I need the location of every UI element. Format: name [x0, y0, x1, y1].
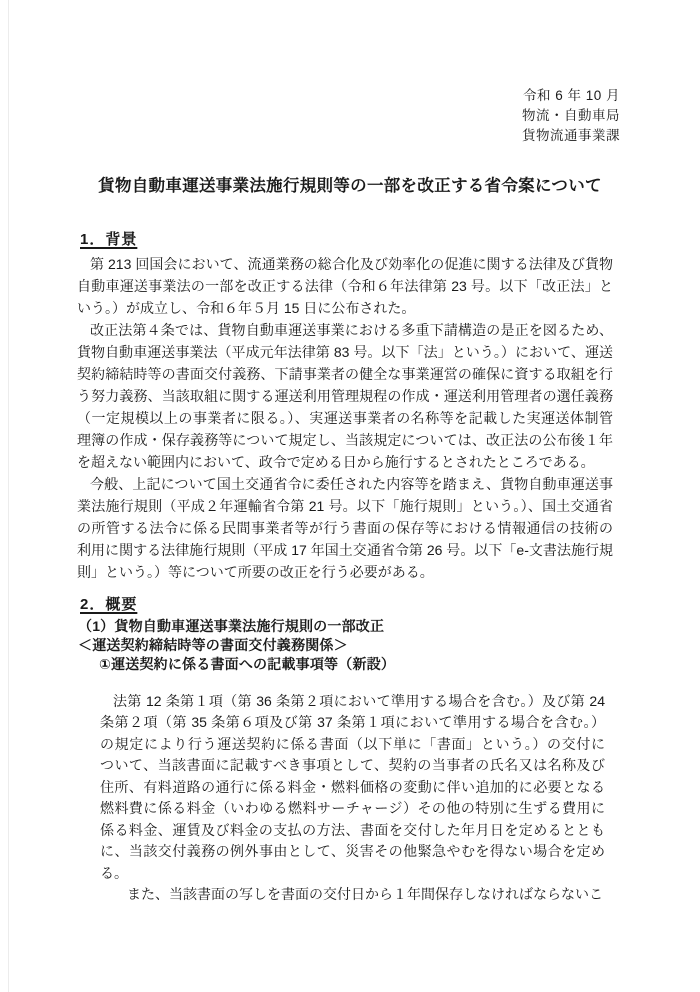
overview-item1-heading: ①運送契約に係る書面への記載事項等（新設） — [99, 656, 396, 672]
section-heading-background-text: 1．背景 — [80, 231, 138, 248]
text-line: 係る料金、運賃及び料金の支払の方法、書面を交付した年月日を定めるととも — [100, 821, 605, 838]
text-line: 則」という。）等について所要の改正を行う必要がある。 — [77, 564, 434, 580]
text-line: る。 — [100, 864, 128, 881]
background-body — [77, 253, 613, 583]
text-line: 理簿の作成・保存義務等について規定し、当該規定については、改正法の公布後１年 — [77, 432, 613, 448]
text-line: の規定により行う運送契約に係る書面（以下単に「書面」という。）の交付に — [100, 735, 605, 752]
text-line: 第 213 回国会において、流通業務の総合化及び効率化の促進に関する法律及び貨物 — [90, 256, 613, 272]
text-line: う努力義務、当該取組に関する運送利用管理規程の作成・運送利用管理者の選任義務 — [77, 388, 613, 404]
header-date: 令和 6 年 10 月 — [522, 88, 620, 103]
overview-bracket-heading: ＜運送契約締結時等の書面交付義務関係＞ — [78, 636, 348, 653]
header-bureau: 物流・自動車局 — [522, 108, 620, 123]
text-line: 燃料費に係る料金（いわゆる燃料サーチャージ）その他の特別に生ずる費用に — [100, 800, 605, 816]
document-title: 貨物自動車運送事業法施行規則等の一部を改正する省令案について — [98, 177, 602, 195]
text-line: いう。）が成立し、令和６年５月 15 日に公布された。 — [77, 300, 416, 316]
section-heading-overview-text: 2．概要 — [80, 596, 138, 613]
text-line: を超えない範囲内において、政令で定める日から施行するとされたところである。 — [77, 454, 595, 470]
text-line: 条第２項（第 35 条第６項及び第 37 条第１項において準用する場合を含む。） — [100, 714, 605, 730]
text-line: 法第 12 条第１項（第 36 条第２項において準用する場合を含む。）及び第 24 — [113, 692, 605, 709]
text-line: 今般、上記について国土交通省令に委任された内容等を踏まえ、貨物自動車運送事 — [90, 476, 613, 492]
section-heading-overview — [80, 597, 700, 613]
text-line: 改正法第４条では、貨物自動車運送事業における多重下請構造の是正を図るため、 — [90, 322, 613, 338]
header-division: 貨物流通事業課 — [522, 128, 620, 143]
text-line: （一定規模以上の事業者に限る。）、実運送事業者の名称等を記載した実運送体制管 — [77, 410, 613, 426]
item1-body — [100, 691, 605, 906]
text-line: 自動車運送事業法の一部を改正する法律（令和６年法律第 23 号。以下「改正法」と — [77, 278, 613, 294]
page-left-edge — [8, 0, 9, 992]
text-line: 住所、有料道路の通行に係る料金・燃料価格の変動に伴い追加的に必要となる — [100, 778, 605, 795]
text-line: 業法施行規則（平成２年運輸省令第 21 号。以下「施行規則」という。）、国土交通省 — [77, 498, 613, 514]
text-line: ついて、当該書面に記載すべき事項として、契約の当事者の氏名又は名称及び — [100, 757, 605, 773]
text-line: 利用に関する法律施行規則（平成 17 年国土交通省令第 26 号。以下「e-文書法施行規 — [77, 542, 613, 558]
text-line: の所管する法令に係る民間事業者等が行う書面の保存等における情報通信の技術の — [77, 520, 613, 536]
document-header — [0, 86, 620, 146]
text-line: 契約締結時等の書面交付義務、下請事業者の健全な事業運営の確保に資する取組を行 — [77, 366, 613, 382]
overview-sub1-heading: （1）貨物自動車運送事業法施行規則の一部改正 — [78, 618, 385, 634]
text-line: 貨物自動車運送事業法（平成元年法律第 83 号。以下「法」という。）において、運送 — [77, 344, 613, 360]
text-line: また、当該書面の写しを書面の交付日から１年間保存しなければならないこ — [127, 886, 603, 902]
section-heading-background — [80, 232, 700, 248]
text-line: に、当該交付義務の例外事由として、災害その他緊急やむを得ない場合を定め — [100, 843, 605, 859]
